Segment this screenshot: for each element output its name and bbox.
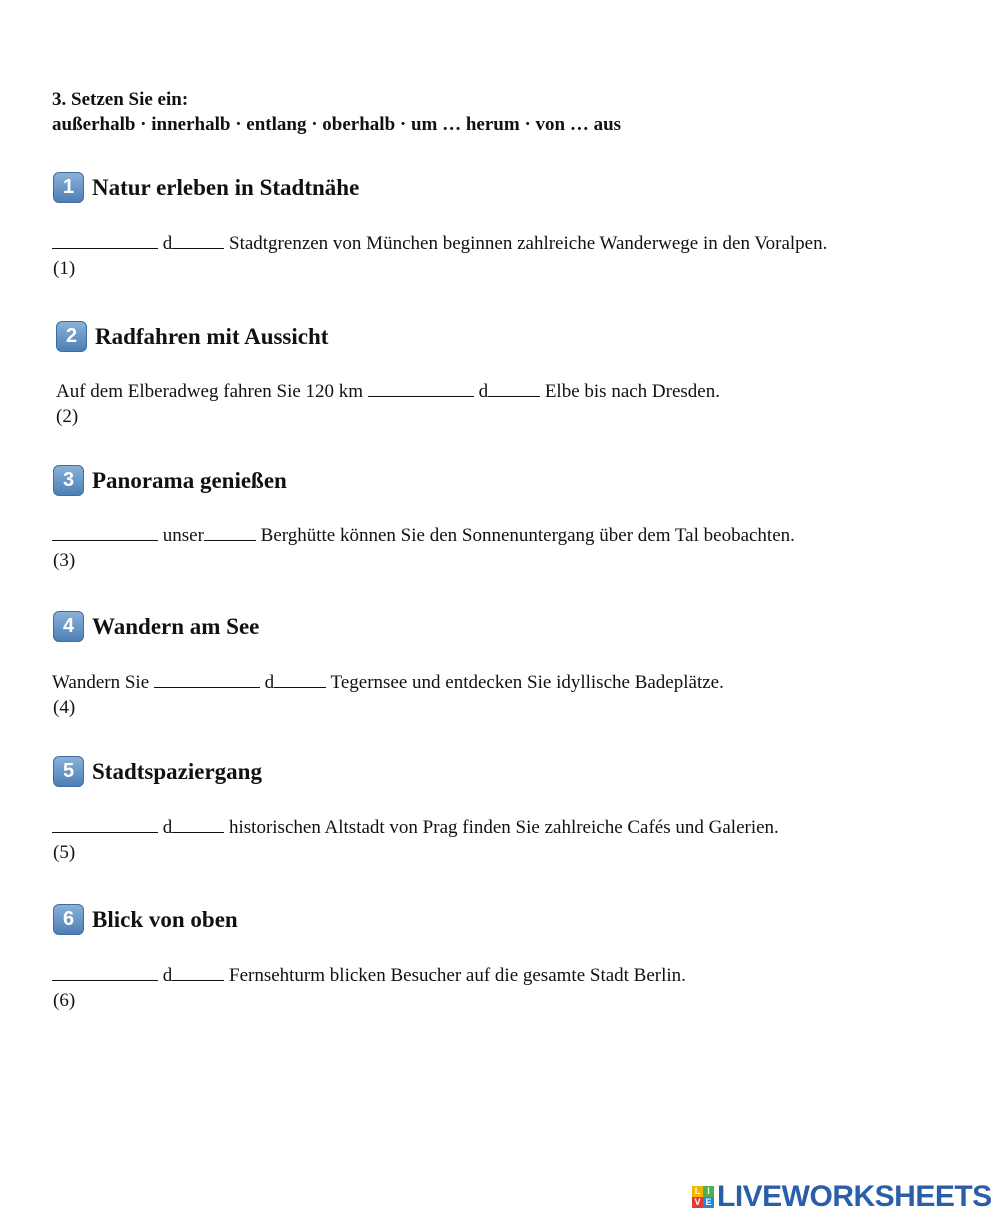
- answer-blank-3a[interactable]: [52, 524, 158, 541]
- sentence-6: d Fernsehturm blicken Besucher auf die gesamte Stadt Berlin.: [52, 964, 686, 988]
- task-number-1: (1): [53, 258, 76, 279]
- sentence-4: Wandern Sie d Tegernsee und entdecken Sie idyllische Badeplätze.: [52, 672, 724, 693]
- answer-blank-1a[interactable]: [52, 232, 158, 249]
- section-heading-3: [53, 465, 287, 496]
- task-number-3: (3): [53, 550, 76, 571]
- number-badge-icon: 3: [53, 465, 84, 496]
- section-title: Panorama genießen: [92, 467, 287, 493]
- sentence-3: unser Berghütte können Sie den Sonnenuntergang über dem Tal beobachten.: [52, 524, 795, 548]
- answer-blank-6b[interactable]: [172, 964, 224, 981]
- instructions: [52, 87, 621, 137]
- number-badge-icon: 6: [53, 904, 84, 935]
- section-title: Blick von oben: [92, 906, 238, 932]
- liveworksheets-logo-icon: L I V E: [692, 1186, 714, 1208]
- task-number-4: (4): [53, 697, 76, 718]
- number-badge-icon: 1: [53, 172, 84, 203]
- word-bank: außerhalb · innerhalb · entlang · oberhalb · um … herum · von … aus: [52, 114, 622, 135]
- answer-blank-4b[interactable]: [274, 671, 326, 688]
- answer-blank-2b[interactable]: [488, 380, 540, 397]
- section-title: Stadtspaziergang: [92, 758, 262, 784]
- section-heading-2: [56, 321, 328, 352]
- sentence-2: Auf dem Elberadweg fahren Sie 120 km d Elbe bis nach Dresden.: [56, 381, 720, 402]
- section-heading-1: [53, 172, 359, 203]
- answer-blank-5a[interactable]: [52, 816, 158, 833]
- task-number-5: (5): [53, 842, 76, 863]
- section-title: Radfahren mit Aussicht: [95, 323, 329, 349]
- task-number-2: (2): [56, 406, 79, 427]
- number-badge-icon: 4: [53, 611, 84, 642]
- sentence-5: d historischen Altstadt von Prag finden Sie zahlreiche Cafés und Galerien.: [52, 816, 779, 840]
- number-badge-icon: 2: [56, 321, 87, 352]
- answer-blank-5b[interactable]: [172, 816, 224, 833]
- section-title: Natur erleben in Stadtnähe: [92, 174, 360, 200]
- answer-blank-1b[interactable]: [172, 232, 224, 249]
- answer-blank-3b[interactable]: [204, 524, 256, 541]
- section-heading-5: [53, 756, 262, 787]
- answer-blank-6a[interactable]: [52, 964, 158, 981]
- section-heading-6: [53, 904, 238, 935]
- answer-blank-2a[interactable]: [368, 380, 474, 397]
- sentence-1: d Stadtgrenzen von München beginnen zahlreiche Wanderwege in den Voralpen.: [52, 232, 827, 256]
- answer-blank-4a[interactable]: [154, 671, 260, 688]
- logo-text: LIVEWORKSHEETS: [717, 1180, 992, 1213]
- task-number-6: (6): [53, 990, 76, 1011]
- instructions-title: 3. Setzen Sie ein:: [52, 89, 189, 110]
- number-badge-icon: 5: [53, 756, 84, 787]
- section-title: Wandern am See: [92, 613, 260, 639]
- liveworksheets-logo: [692, 1180, 992, 1214]
- section-heading-4: [53, 611, 259, 642]
